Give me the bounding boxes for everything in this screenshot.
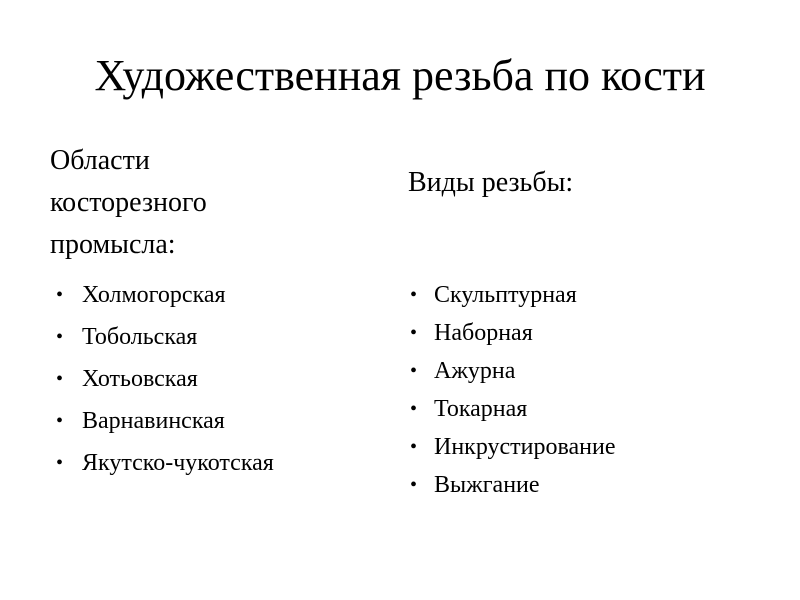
list-item [50, 442, 380, 484]
regions-heading: Области косторезного промысла: [50, 145, 207, 260]
list-item-label: Тобольская [82, 324, 198, 350]
list-item-label: Ажурна [434, 358, 516, 384]
bullet-icon: • [410, 474, 418, 496]
list-item-label: Токарная [434, 396, 528, 422]
bullet-icon: • [410, 398, 418, 420]
list-item-label: Варнавинская [82, 408, 225, 434]
list-item [408, 314, 778, 352]
list-item-label: Наборная [434, 320, 533, 346]
bullet-icon: • [410, 436, 418, 458]
list-item [408, 428, 778, 466]
regions-column [50, 140, 380, 484]
list-item-label: Холмогорская [82, 282, 226, 308]
carving-types-list [408, 276, 778, 504]
bullet-icon: • [410, 322, 418, 344]
bullet-icon: • [56, 284, 64, 306]
bullet-icon: • [56, 326, 64, 348]
list-item-label: Инкрустирование [434, 434, 616, 460]
list-item-label: Скульптурная [434, 282, 577, 308]
list-item [408, 352, 778, 390]
list-item-label: Хотьовская [82, 366, 198, 392]
slide-title: Художественная резьба по кости [94, 51, 706, 100]
bullet-icon: • [410, 360, 418, 382]
carving-types-heading: Виды резьбы: [408, 167, 574, 198]
list-item [408, 276, 778, 314]
bullet-icon: • [56, 368, 64, 390]
list-item [408, 390, 778, 428]
list-item [50, 316, 380, 358]
regions-list [50, 274, 380, 484]
carving-types-column [408, 162, 778, 504]
list-item [408, 466, 778, 504]
bullet-icon: • [410, 284, 418, 306]
bullet-icon: • [56, 452, 64, 474]
bullet-icon: • [56, 410, 64, 432]
list-item-label: Выжгание [434, 472, 540, 498]
list-item [50, 358, 380, 400]
list-item [50, 274, 380, 316]
list-item-label: Якутско-чукотская [82, 450, 274, 476]
list-item [50, 400, 380, 442]
